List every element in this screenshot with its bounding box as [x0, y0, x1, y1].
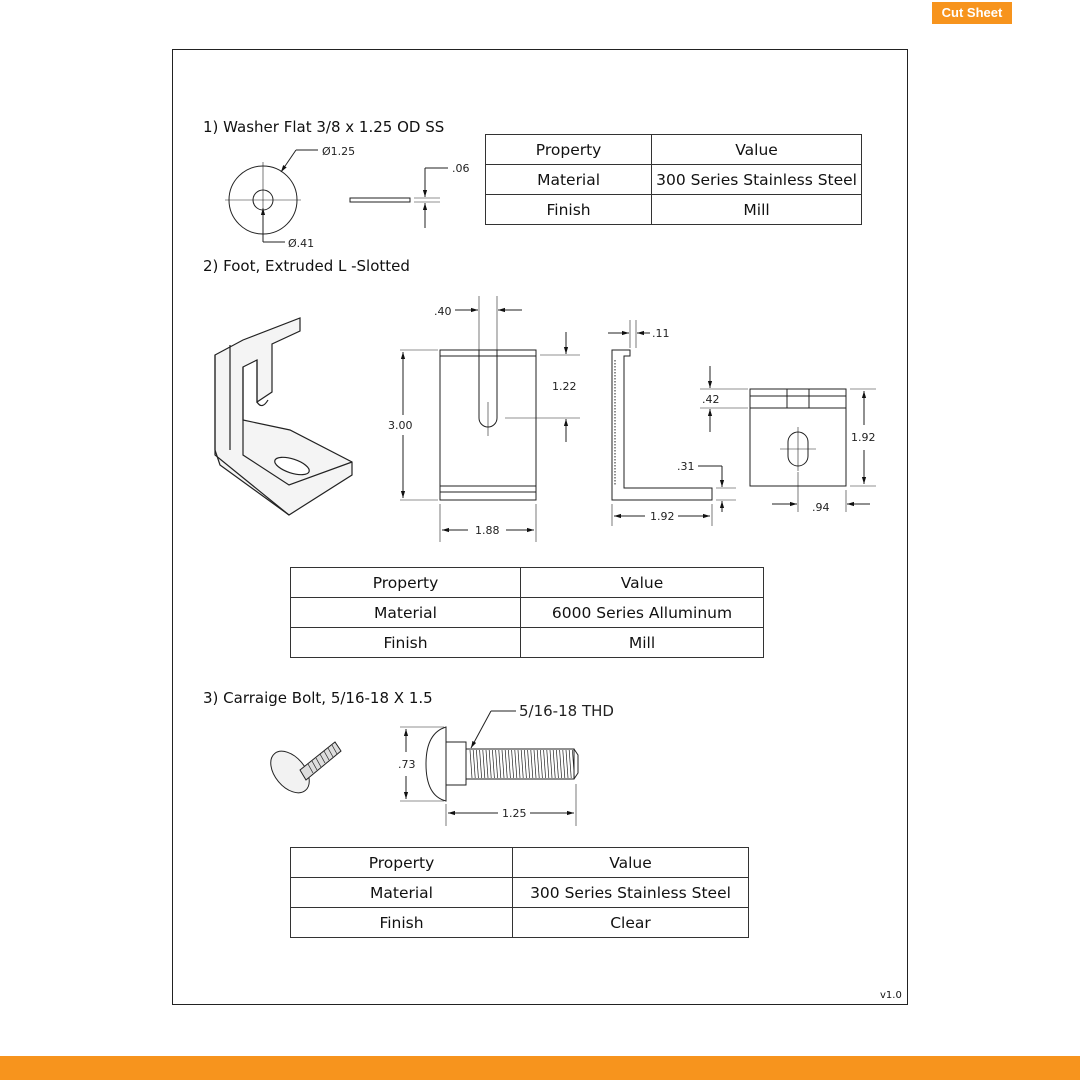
washer-od-dim: Ø1.25	[322, 145, 356, 158]
table-cell: 300 Series Stainless Steel	[513, 878, 749, 908]
thread-line	[480, 750, 482, 778]
thread-line	[489, 750, 491, 778]
table-cell: Material	[486, 165, 652, 195]
thread-line	[547, 750, 549, 778]
table-row	[291, 878, 749, 908]
foot-properties-table	[290, 567, 764, 658]
table-cell: Finish	[486, 195, 652, 225]
cut-sheet-badge: Cut Sheet	[932, 2, 1012, 24]
part-1-heading: 1) Washer Flat 3/8 x 1.25 OD SS	[203, 118, 445, 136]
bolt-iso-view	[263, 742, 341, 800]
table-row	[486, 195, 862, 225]
thread-line	[483, 750, 485, 778]
table-header-row	[291, 848, 749, 878]
thread-line	[505, 750, 507, 778]
thread-line	[470, 750, 472, 778]
table-header-row	[291, 568, 764, 598]
thread-line	[521, 750, 523, 778]
thread-line	[528, 750, 530, 778]
bolt-side-view	[400, 711, 578, 826]
thread-line	[515, 750, 517, 778]
thread-line	[499, 750, 501, 778]
part-2-heading: 2) Foot, Extruded L -Slotted	[203, 257, 410, 275]
footer-bar	[0, 1056, 1080, 1080]
table-cell: Material	[291, 598, 521, 628]
table-header-cell: Property	[291, 568, 521, 598]
thread-line	[553, 750, 555, 778]
foot-slot-length-dim: 1.22	[552, 380, 577, 393]
washer-properties-table	[485, 134, 862, 225]
thread-line	[518, 750, 520, 778]
washer-id-dim: Ø.41	[288, 237, 315, 250]
thread-line	[537, 750, 539, 778]
thread-line	[556, 750, 558, 778]
table-row	[291, 628, 764, 658]
thread-line	[544, 750, 546, 778]
thread-line	[502, 750, 504, 778]
thread-line	[508, 750, 510, 778]
table-row	[486, 165, 862, 195]
foot-side-width-dim: .94	[812, 501, 830, 514]
washer-thickness-dim: .06	[452, 162, 470, 175]
table-cell: 6000 Series Alluminum	[521, 598, 764, 628]
table-row	[291, 598, 764, 628]
thread-line	[531, 750, 533, 778]
thread-line	[512, 750, 514, 778]
thread-line	[560, 750, 562, 778]
table-cell: Clear	[513, 908, 749, 938]
thread-line	[476, 750, 478, 778]
foot-height-dim: 3.00	[388, 419, 413, 432]
table-cell: Material	[291, 878, 513, 908]
foot-front-view	[400, 296, 580, 542]
foot-side-view	[608, 320, 736, 526]
foot-slot-offset-dim: .42	[702, 393, 720, 406]
bolt-head-dim: .73	[398, 758, 416, 771]
table-cell: 300 Series Stainless Steel	[652, 165, 862, 195]
table-header-row	[486, 135, 862, 165]
thread-line	[563, 750, 565, 778]
table-cell: Mill	[521, 628, 764, 658]
table-header-cell: Value	[521, 568, 764, 598]
bolt-properties-table	[290, 847, 749, 938]
foot-side-height-dim: 1.92	[851, 431, 876, 444]
foot-slot-width-dim: .40	[434, 305, 452, 318]
thread-line	[496, 750, 498, 778]
thread-line	[534, 750, 536, 778]
thread-line	[524, 750, 526, 778]
foot-end-view	[700, 366, 876, 512]
table-header-cell: Value	[652, 135, 862, 165]
table-header-cell: Property	[486, 135, 652, 165]
table-cell: Finish	[291, 628, 521, 658]
thread-line	[486, 750, 488, 778]
thread-line	[569, 750, 571, 778]
foot-width-dim: 1.88	[475, 524, 500, 537]
table-header-cell: Property	[291, 848, 513, 878]
foot-base-thk-dim: .31	[677, 460, 695, 473]
washer-drawing	[225, 150, 448, 242]
foot-wall-dim: .11	[652, 327, 670, 340]
bolt-length-dim: 1.25	[502, 807, 527, 820]
table-row	[291, 908, 749, 938]
table-header-cell: Value	[513, 848, 749, 878]
table-cell: Mill	[652, 195, 862, 225]
thread-line	[540, 750, 542, 778]
table-cell: Finish	[291, 908, 513, 938]
foot-leg-dim: 1.92	[650, 510, 675, 523]
bolt-thread-dim: 5/16-18 THD	[519, 702, 614, 720]
thread-line	[550, 750, 552, 778]
foot-iso-view	[215, 318, 352, 515]
part-3-heading: 3) Carraige Bolt, 5/16-18 X 1.5	[203, 689, 433, 707]
thread-line	[566, 750, 568, 778]
thread-line	[473, 750, 475, 778]
thread-line	[492, 750, 494, 778]
version-label: v1.0	[880, 990, 902, 1001]
